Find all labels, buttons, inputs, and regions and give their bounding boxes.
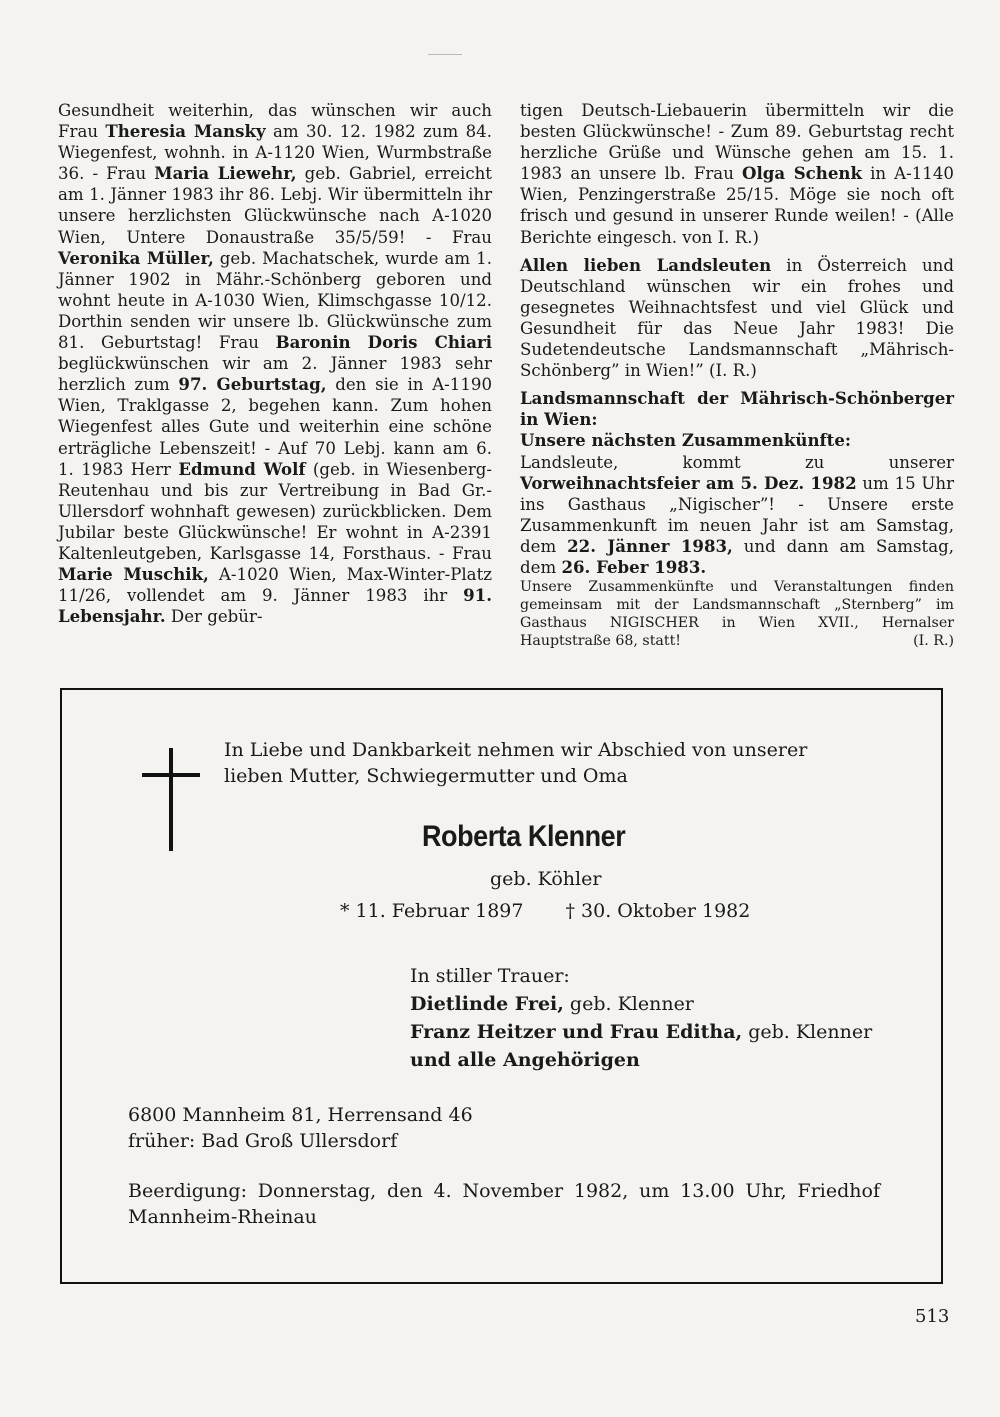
death-date: † 30. Oktober 1982 xyxy=(565,900,751,922)
right-column xyxy=(520,100,954,650)
bold-name: Edmund Wolf xyxy=(178,458,306,479)
bold-name: Marie Muschik, xyxy=(58,564,209,585)
section-heading: Landsmannschaft der Mährisch-Schönberger in Wien: xyxy=(520,388,954,430)
mourner-3-name: und alle Angehörigen xyxy=(410,1049,640,1071)
mourners xyxy=(410,962,872,1074)
obituary-intro xyxy=(224,737,924,789)
right-paragraph-1: tigen Deutsch-Liebauerin übermitteln wir die besten Glückwünsche! - Zum 89. Geburtstag recht herzliche Grüße und Wünsche gehen am 15. 1. 1983 an unsere lb. Frau Olga Schenk in A-1140 Wien, Penzingerstraße 25/15. Möge sie noch oft frisch und gesund in unserer Runde weilen! - (Alle Berichte eingesch. von I. R.) xyxy=(520,101,954,247)
intro-line-2: lieben Mutter, Schwiegermutter und Oma xyxy=(224,765,628,787)
mourner-2-rest: geb. Klenner xyxy=(742,1021,873,1043)
left-paragraph: Gesundheit weiterhin, das wünschen wir auch Frau Theresia Mansky am 30. 12. 1982 zum 84. Wiegenfest, wohnh. in A-1120 Wien, Wurmbstraße 36. - Frau Maria Liewehr, geb. Gabriel, erreicht am 1. Jänner 1983 ihr 86. Lebj. Wir übermitteln ihr unsere herzlichsten Glückwünsche nach A-1020 Wien, Untere Donaustraße 35/5/59! - Frau Veronika Müller, geb. Machatschek, wurde am 1. Jänner 1902 in Mähr.-Schönberg geboren und wohnt heute in A-1030 Wien, Klimschgasse 10/12. Dorthin senden wir unsere lb. Glückwünsche zum 81. Geburtstag! Frau Baronin Doris Chiari beglückwünschen wir am 2. Jänner 1983 sehr herzlich zum 97. Geburtstag, den sie in A-1190 Wien, Traklgasse 2, begehen kann. Zum hohen Wiegenfest alles Gute und weiterhin eine schöne erträgliche Lebenszeit! - Auf 70 Lebj. kann am 6. 1. 1983 Herr Edmund Wolf (geb. in Wiesenberg-Reutenhau und bis zur Vertreibung in Bad Gr.-Ullersdorf wohnhaft gewesen) zurückblicken. Dem Jubilar beste Glückwünsche! Er wohnt in A-2391 Kaltenleutgeben, Karlsgasse 14, Forsthaus. - Frau Marie Muschik, A-1020 Wien, Max-Winter-Platz 11/26, vollendet am 9. Jänner 1983 ihr 91. Lebensjahr. Der gebür- xyxy=(58,101,493,627)
top-rule xyxy=(428,54,462,55)
address xyxy=(128,1102,473,1154)
page-number: 513 xyxy=(915,1306,950,1327)
subsection-heading: Unsere nächsten Zusammenkünfte: xyxy=(520,430,852,451)
address-line-1: 6800 Mannheim 81, Herrensand 46 xyxy=(128,1104,473,1126)
left-column xyxy=(58,100,492,627)
birth-date: * 11. Februar 1897 xyxy=(340,900,524,922)
bold-name: Baronin Doris Chiari xyxy=(275,332,492,353)
right-paragraph-3: Landsleute, kommt zu unserer Vorweihnachtsfeier am 5. Dez. 1982 um 15 Uhr ins Gasthaus „Nigischer”! - Unsere erste Zusammenkunft im neuen Jahr ist am Samstag, dem 22. Jänner 1983, und dann am Samstag, dem 26. Feber 1983. xyxy=(520,452,954,577)
mourner-2-name: Franz Heitzer und Frau Editha, xyxy=(410,1021,743,1043)
mourner-2 xyxy=(410,1018,872,1046)
intro-line-1: In Liebe und Dankbarkeit nehmen wir Abschied von unserer xyxy=(224,739,808,761)
birth-name: geb. Köhler xyxy=(490,868,602,890)
bold-name: Allen lieben Landsleuten xyxy=(520,254,772,275)
bold-name: 22. Jänner 1983, xyxy=(567,535,733,556)
right-paragraph-2: Allen lieben Landsleuten in Österreich und Deutschland wünschen wir ein frohes und gesegnetes Weihnachtsfest und viel Glück und Gesundheit für das Neue Jahr 1983! Die Sudetendeutsche Landsmannschaft „Mährisch-Schönberg” in Wien!” (I. R.) xyxy=(520,254,954,381)
bold-name: Olga Schenk xyxy=(741,163,862,184)
bold-name: Theresia Mansky xyxy=(105,121,266,142)
bold-name: Veronika Müller, xyxy=(58,247,214,268)
deceased-name: Roberta Klenner xyxy=(422,820,626,853)
bold-name: 91. Lebensjahr. xyxy=(58,585,492,627)
burial-info: Beerdigung: Donnerstag, den 4. November 1982, um 13.00 Uhr, Friedhof Mannheim-Rheinau xyxy=(128,1180,880,1228)
right-paragraph-4 xyxy=(520,578,954,650)
author-signature: (I. R.) xyxy=(913,633,954,650)
mourner-1-rest: geb. Klenner xyxy=(563,993,694,1015)
bold-name: Vorweihnachtsfeier am 5. Dez. 1982 xyxy=(520,472,857,493)
bold-name: 97. Geburtstag, xyxy=(178,374,327,395)
address-line-2: früher: Bad Groß Ullersdorf xyxy=(128,1130,398,1152)
mourner-1 xyxy=(410,990,872,1018)
bold-name: Maria Liewehr, xyxy=(154,163,297,184)
life-dates xyxy=(340,900,750,922)
mourner-1-name: Dietlinde Frei, xyxy=(410,993,564,1015)
meeting-note: Unsere Zusammenkünfte und Veranstaltungen finden gemeinsam mit der Landsmannschaft „Sternberg” im Gasthaus NIGISCHER in Wien XVII., Hernalser Hauptstraße 68, statt! xyxy=(520,579,954,650)
bold-name: 26. Feber 1983. xyxy=(561,556,707,577)
mourning-label: In stiller Trauer: xyxy=(410,965,570,987)
mourner-3 xyxy=(410,1046,872,1074)
cross-icon xyxy=(169,748,173,851)
cross-icon-bar xyxy=(142,773,200,777)
obituary-box xyxy=(60,688,943,1284)
